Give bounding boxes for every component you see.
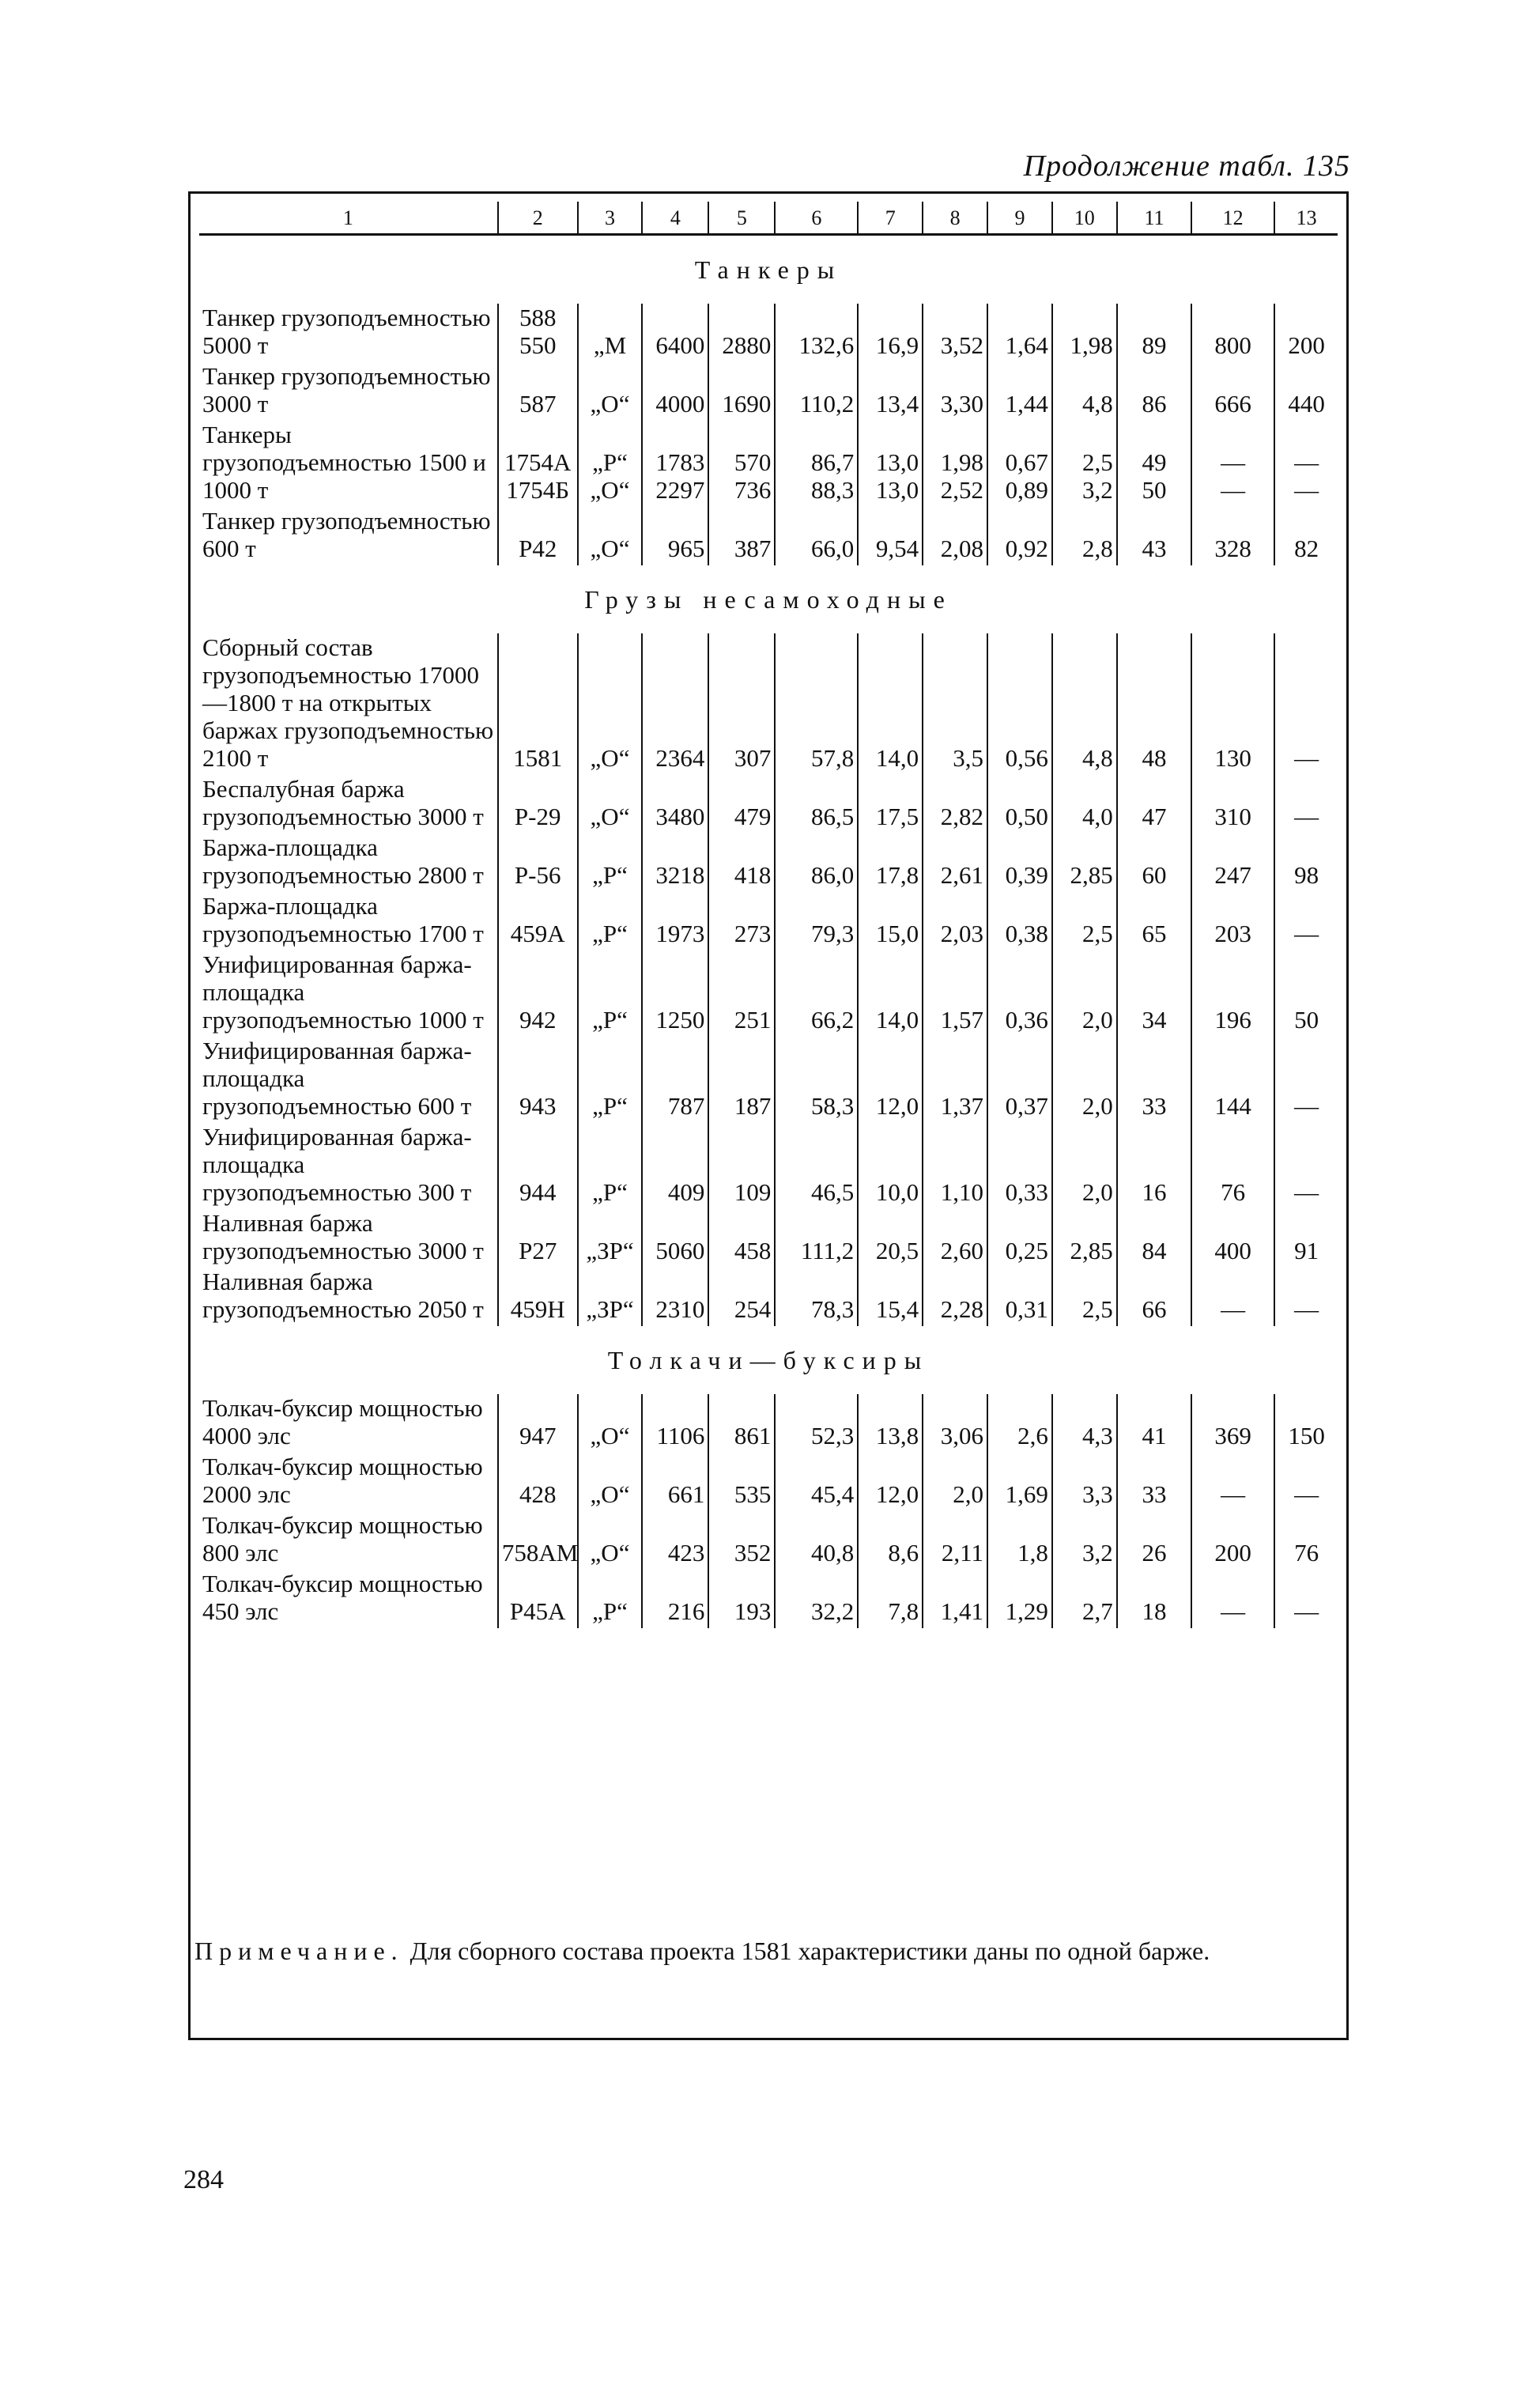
value-cell-col-11: 33 bbox=[1117, 1453, 1191, 1511]
value-cell-col-12: 310 bbox=[1191, 775, 1274, 833]
value-cell-col-6: 52,3 bbox=[775, 1394, 858, 1453]
value-cell-col-10: 4,8 bbox=[1052, 633, 1117, 775]
column-header-3: 3 bbox=[578, 202, 643, 235]
value-cell-col-5: 535 bbox=[708, 1453, 775, 1511]
value-cell-col-5: 251 bbox=[708, 951, 775, 1037]
value-cell-col-2: 588 550 bbox=[498, 304, 578, 362]
value-cell-col-8: 1,57 bbox=[923, 951, 987, 1037]
value-cell-col-8: 2,82 bbox=[923, 775, 987, 833]
table-body bbox=[199, 235, 1338, 1629]
column-header-12: 12 bbox=[1191, 202, 1274, 235]
value-cell-col-2: Р27 bbox=[498, 1209, 578, 1268]
value-cell-col-6: 86,5 bbox=[775, 775, 858, 833]
value-cell-col-13: 50 bbox=[1274, 951, 1338, 1037]
value-cell-col-3: „О“ bbox=[578, 1394, 643, 1453]
value-cell-col-9: 0,92 bbox=[987, 507, 1052, 565]
value-cell-col-11: 16 bbox=[1117, 1123, 1191, 1209]
value-cell-col-6: 86,7 88,3 bbox=[775, 421, 858, 507]
value-cell-col-10: 1,98 bbox=[1052, 304, 1117, 362]
value-cell-col-11: 43 bbox=[1117, 507, 1191, 565]
value-cell-col-6: 40,8 bbox=[775, 1511, 858, 1570]
section-title: Танкеры bbox=[694, 255, 843, 284]
value-cell-col-9: 1,8 bbox=[987, 1511, 1052, 1570]
value-cell-col-11: 34 bbox=[1117, 951, 1191, 1037]
value-cell-col-13: — bbox=[1274, 775, 1338, 833]
value-cell-col-2: 1754А 1754Б bbox=[498, 421, 578, 507]
value-cell-col-8: 1,98 2,52 bbox=[923, 421, 987, 507]
value-cell-col-4: 409 bbox=[642, 1123, 708, 1209]
value-cell-col-2: 459Н bbox=[498, 1268, 578, 1326]
value-cell-col-2: 428 bbox=[498, 1453, 578, 1511]
section-title: Грузы несамоходные bbox=[584, 584, 953, 614]
value-cell-col-7: 14,0 bbox=[858, 633, 923, 775]
value-cell-col-12: — bbox=[1191, 1268, 1274, 1326]
value-cell-col-7: 12,0 bbox=[858, 1037, 923, 1123]
value-cell-col-7: 13,4 bbox=[858, 362, 923, 421]
value-cell-col-11: 41 bbox=[1117, 1394, 1191, 1453]
vessel-name-cell: Танкер грузоподъемностью 3000 т bbox=[202, 362, 491, 418]
table-row bbox=[199, 421, 1338, 507]
value-cell-col-4: 965 bbox=[642, 507, 708, 565]
value-cell-col-8: 2,03 bbox=[923, 892, 987, 951]
value-cell-col-4: 423 bbox=[642, 1511, 708, 1570]
value-cell-col-6: 66,0 bbox=[775, 507, 858, 565]
value-cell-col-8: 2,28 bbox=[923, 1268, 987, 1326]
vessel-name-cell: Толкач-буксир мощностью 450 элс bbox=[202, 1570, 483, 1625]
value-cell-col-6: 78,3 bbox=[775, 1268, 858, 1326]
value-cell-col-7: 13,0 13,0 bbox=[858, 421, 923, 507]
value-cell-col-7: 14,0 bbox=[858, 951, 923, 1037]
page-number: 284 bbox=[183, 2165, 224, 2194]
value-cell-col-8: 1,37 bbox=[923, 1037, 987, 1123]
value-cell-col-6: 66,2 bbox=[775, 951, 858, 1037]
value-cell-col-8: 2,61 bbox=[923, 833, 987, 892]
section-heading-row bbox=[199, 1326, 1338, 1394]
value-cell-col-10: 2,5 3,2 bbox=[1052, 421, 1117, 507]
value-cell-col-6: 57,8 bbox=[775, 633, 858, 775]
table-row bbox=[199, 304, 1338, 362]
value-cell-col-6: 58,3 bbox=[775, 1037, 858, 1123]
value-cell-col-11: 66 bbox=[1117, 1268, 1191, 1326]
value-cell-col-3: „Р“ bbox=[578, 1570, 643, 1628]
value-cell-col-5: 861 bbox=[708, 1394, 775, 1453]
value-cell-col-13: — bbox=[1274, 1037, 1338, 1123]
value-cell-col-7: 12,0 bbox=[858, 1453, 923, 1511]
value-cell-col-12: — bbox=[1191, 1453, 1274, 1511]
value-cell-col-7: 15,0 bbox=[858, 892, 923, 951]
column-header-13: 13 bbox=[1274, 202, 1338, 235]
value-cell-col-9: 1,69 bbox=[987, 1453, 1052, 1511]
value-cell-col-6: 32,2 bbox=[775, 1570, 858, 1628]
column-number-row bbox=[199, 202, 1338, 235]
value-cell-col-9: 0,50 bbox=[987, 775, 1052, 833]
value-cell-col-2: 942 bbox=[498, 951, 578, 1037]
value-cell-col-12: 666 bbox=[1191, 362, 1274, 421]
table-row bbox=[199, 775, 1338, 833]
column-header-9: 9 bbox=[987, 202, 1052, 235]
value-cell-col-5: 418 bbox=[708, 833, 775, 892]
value-cell-col-5: 307 bbox=[708, 633, 775, 775]
value-cell-col-13: — bbox=[1274, 892, 1338, 951]
value-cell-col-2: 758АМ bbox=[498, 1511, 578, 1570]
column-header-10: 10 bbox=[1052, 202, 1117, 235]
value-cell-col-8: 3,30 bbox=[923, 362, 987, 421]
value-cell-col-9: 0,36 bbox=[987, 951, 1052, 1037]
value-cell-col-7: 20,5 bbox=[858, 1209, 923, 1268]
table-continuation-caption: Продолжение табл. 135 bbox=[1023, 149, 1350, 183]
vessel-name-cell: Унифицированная баржа-площадка грузоподъемностью 300 т bbox=[202, 1123, 472, 1206]
value-cell-col-4: 1783 2297 bbox=[642, 421, 708, 507]
value-cell-col-9: 1,64 bbox=[987, 304, 1052, 362]
value-cell-col-10: 3,2 bbox=[1052, 1511, 1117, 1570]
value-cell-col-5: 109 bbox=[708, 1123, 775, 1209]
value-cell-col-5: 187 bbox=[708, 1037, 775, 1123]
table-row bbox=[199, 507, 1338, 565]
table-row bbox=[199, 633, 1338, 775]
value-cell-col-5: 193 bbox=[708, 1570, 775, 1628]
column-header-6: 6 bbox=[775, 202, 858, 235]
value-cell-col-10: 4,0 bbox=[1052, 775, 1117, 833]
value-cell-col-4: 3218 bbox=[642, 833, 708, 892]
value-cell-col-11: 48 bbox=[1117, 633, 1191, 775]
column-header-7: 7 bbox=[858, 202, 923, 235]
value-cell-col-3: „ЗР“ bbox=[578, 1209, 643, 1268]
value-cell-col-9: 0,38 bbox=[987, 892, 1052, 951]
value-cell-col-9: 0,31 bbox=[987, 1268, 1052, 1326]
column-header-5: 5 bbox=[708, 202, 775, 235]
value-cell-col-10: 4,8 bbox=[1052, 362, 1117, 421]
table-row bbox=[199, 362, 1338, 421]
value-cell-col-13: — bbox=[1274, 1268, 1338, 1326]
value-cell-col-12: — — bbox=[1191, 421, 1274, 507]
value-cell-col-10: 2,0 bbox=[1052, 1037, 1117, 1123]
value-cell-col-3: „О“ bbox=[578, 507, 643, 565]
vessel-name-cell: Толкач-буксир мощностью 2000 элс bbox=[202, 1453, 483, 1508]
vessel-specs-table bbox=[199, 202, 1338, 1628]
value-cell-col-3: „Р“ „О“ bbox=[578, 421, 643, 507]
table-row bbox=[199, 1268, 1338, 1326]
value-cell-col-12: 800 bbox=[1191, 304, 1274, 362]
value-cell-col-4: 2310 bbox=[642, 1268, 708, 1326]
value-cell-col-3: „Р“ bbox=[578, 1123, 643, 1209]
value-cell-col-4: 2364 bbox=[642, 633, 708, 775]
column-header-11: 11 bbox=[1117, 202, 1191, 235]
value-cell-col-6: 110,2 bbox=[775, 362, 858, 421]
value-cell-col-8: 2,60 bbox=[923, 1209, 987, 1268]
value-cell-col-9: 1,29 bbox=[987, 1570, 1052, 1628]
value-cell-col-7: 8,6 bbox=[858, 1511, 923, 1570]
vessel-name-cell: Толкач-буксир мощностью 800 элс bbox=[202, 1511, 483, 1567]
value-cell-col-11: 86 bbox=[1117, 362, 1191, 421]
note-label: Примечание. bbox=[194, 1937, 404, 1965]
section-heading-row bbox=[199, 235, 1338, 304]
value-cell-col-13: — — bbox=[1274, 421, 1338, 507]
vessel-name-cell: Танкеры грузоподъемностью 1500 и 1000 т bbox=[202, 421, 486, 504]
value-cell-col-13: 82 bbox=[1274, 507, 1338, 565]
value-cell-col-12: 328 bbox=[1191, 507, 1274, 565]
value-cell-col-4: 1973 bbox=[642, 892, 708, 951]
value-cell-col-11: 18 bbox=[1117, 1570, 1191, 1628]
value-cell-col-8: 3,52 bbox=[923, 304, 987, 362]
value-cell-col-12: 144 bbox=[1191, 1037, 1274, 1123]
table-row bbox=[199, 1123, 1338, 1209]
value-cell-col-8: 2,0 bbox=[923, 1453, 987, 1511]
value-cell-col-2: 943 bbox=[498, 1037, 578, 1123]
value-cell-col-10: 2,5 bbox=[1052, 892, 1117, 951]
value-cell-col-3: „Р“ bbox=[578, 833, 643, 892]
value-cell-col-5: 570 736 bbox=[708, 421, 775, 507]
value-cell-col-10: 2,8 bbox=[1052, 507, 1117, 565]
value-cell-col-2: Р-56 bbox=[498, 833, 578, 892]
value-cell-col-6: 45,4 bbox=[775, 1453, 858, 1511]
value-cell-col-2: Р-29 bbox=[498, 775, 578, 833]
value-cell-col-13: 440 bbox=[1274, 362, 1338, 421]
vessel-name-cell: Танкер грузоподъемностью 600 т bbox=[202, 507, 491, 562]
value-cell-col-11: 47 bbox=[1117, 775, 1191, 833]
value-cell-col-10: 2,85 bbox=[1052, 833, 1117, 892]
vessel-name-cell: Баржа-площадка грузоподъемностью 1700 т bbox=[202, 892, 484, 947]
value-cell-col-5: 273 bbox=[708, 892, 775, 951]
table-note bbox=[194, 1936, 1342, 1966]
column-header-4: 4 bbox=[642, 202, 708, 235]
value-cell-col-2: 459А bbox=[498, 892, 578, 951]
value-cell-col-6: 111,2 bbox=[775, 1209, 858, 1268]
value-cell-col-7: 9,54 bbox=[858, 507, 923, 565]
table-row bbox=[199, 951, 1338, 1037]
value-cell-col-3: „ЗР“ bbox=[578, 1268, 643, 1326]
value-cell-col-10: 3,3 bbox=[1052, 1453, 1117, 1511]
value-cell-col-4: 3480 bbox=[642, 775, 708, 833]
value-cell-col-3: „О“ bbox=[578, 362, 643, 421]
value-cell-col-10: 2,85 bbox=[1052, 1209, 1117, 1268]
value-cell-col-6: 79,3 bbox=[775, 892, 858, 951]
vessel-name-cell: Наливная баржа грузоподъемностью 3000 т bbox=[202, 1209, 484, 1264]
value-cell-col-13: 91 bbox=[1274, 1209, 1338, 1268]
value-cell-col-13: — bbox=[1274, 1453, 1338, 1511]
value-cell-col-3: „О“ bbox=[578, 775, 643, 833]
value-cell-col-12: 200 bbox=[1191, 1511, 1274, 1570]
value-cell-col-11: 89 bbox=[1117, 304, 1191, 362]
vessel-name-cell: Унифицированная баржа-площадка грузоподъемностью 600 т bbox=[202, 1037, 472, 1120]
value-cell-col-10: 2,5 bbox=[1052, 1268, 1117, 1326]
value-cell-col-9: 0,37 bbox=[987, 1037, 1052, 1123]
vessel-name-cell: Сборный состав грузоподъемностью 17000—1800 т на открытых баржах грузоподъемностью 2100 т bbox=[202, 633, 494, 772]
table-row bbox=[199, 1037, 1338, 1123]
column-header-8: 8 bbox=[923, 202, 987, 235]
section-title: Толкачи—буксиры bbox=[607, 1345, 930, 1374]
value-cell-col-6: 132,6 bbox=[775, 304, 858, 362]
value-cell-col-6: 86,0 bbox=[775, 833, 858, 892]
value-cell-col-4: 4000 bbox=[642, 362, 708, 421]
value-cell-col-11: 33 bbox=[1117, 1037, 1191, 1123]
value-cell-col-10: 2,0 bbox=[1052, 1123, 1117, 1209]
value-cell-col-13: 98 bbox=[1274, 833, 1338, 892]
value-cell-col-13: — bbox=[1274, 1570, 1338, 1628]
vessel-name-cell: Танкер грузоподъемностью 5000 т bbox=[202, 304, 491, 359]
value-cell-col-8: 2,11 bbox=[923, 1511, 987, 1570]
value-cell-col-3: „М bbox=[578, 304, 643, 362]
value-cell-col-12: 203 bbox=[1191, 892, 1274, 951]
value-cell-col-4: 216 bbox=[642, 1570, 708, 1628]
value-cell-col-3: „Р“ bbox=[578, 892, 643, 951]
value-cell-col-2: 944 bbox=[498, 1123, 578, 1209]
value-cell-col-10: 4,3 bbox=[1052, 1394, 1117, 1453]
vessel-name-cell: Унифицированная баржа-площадка грузоподъемностью 1000 т bbox=[202, 951, 484, 1034]
value-cell-col-4: 1250 bbox=[642, 951, 708, 1037]
value-cell-col-8: 3,5 bbox=[923, 633, 987, 775]
column-header-2: 2 bbox=[498, 202, 578, 235]
value-cell-col-9: 0,25 bbox=[987, 1209, 1052, 1268]
vessel-name-cell: Баржа-площадка грузоподъемностью 2800 т bbox=[202, 833, 484, 889]
table-row bbox=[199, 1453, 1338, 1511]
value-cell-col-9: 0,56 bbox=[987, 633, 1052, 775]
table-row bbox=[199, 833, 1338, 892]
value-cell-col-9: 2,6 bbox=[987, 1394, 1052, 1453]
value-cell-col-3: „Р“ bbox=[578, 1037, 643, 1123]
value-cell-col-9: 0,39 bbox=[987, 833, 1052, 892]
value-cell-col-5: 458 bbox=[708, 1209, 775, 1268]
value-cell-col-12: 76 bbox=[1191, 1123, 1274, 1209]
value-cell-col-12: — bbox=[1191, 1570, 1274, 1628]
value-cell-col-7: 10,0 bbox=[858, 1123, 923, 1209]
value-cell-col-11: 60 bbox=[1117, 833, 1191, 892]
value-cell-col-13: — bbox=[1274, 1123, 1338, 1209]
column-header-1: 1 bbox=[199, 202, 498, 235]
table-row bbox=[199, 892, 1338, 951]
value-cell-col-5: 2880 bbox=[708, 304, 775, 362]
value-cell-col-2: Р42 bbox=[498, 507, 578, 565]
value-cell-col-4: 787 bbox=[642, 1037, 708, 1123]
value-cell-col-8: 3,06 bbox=[923, 1394, 987, 1453]
value-cell-col-7: 17,5 bbox=[858, 775, 923, 833]
value-cell-col-4: 661 bbox=[642, 1453, 708, 1511]
value-cell-col-3: „О“ bbox=[578, 633, 643, 775]
value-cell-col-2: Р45А bbox=[498, 1570, 578, 1628]
value-cell-col-5: 1690 bbox=[708, 362, 775, 421]
value-cell-col-8: 1,10 bbox=[923, 1123, 987, 1209]
value-cell-col-11: 49 50 bbox=[1117, 421, 1191, 507]
value-cell-col-4: 6400 bbox=[642, 304, 708, 362]
value-cell-col-4: 5060 bbox=[642, 1209, 708, 1268]
value-cell-col-8: 1,41 bbox=[923, 1570, 987, 1628]
value-cell-col-4: 1106 bbox=[642, 1394, 708, 1453]
value-cell-col-12: 400 bbox=[1191, 1209, 1274, 1268]
value-cell-col-5: 479 bbox=[708, 775, 775, 833]
value-cell-col-7: 7,8 bbox=[858, 1570, 923, 1628]
table-row bbox=[199, 1570, 1338, 1628]
value-cell-col-5: 387 bbox=[708, 507, 775, 565]
value-cell-col-9: 0,33 bbox=[987, 1123, 1052, 1209]
value-cell-col-10: 2,0 bbox=[1052, 951, 1117, 1037]
vessel-name-cell: Беспалубная баржа грузоподъемностью 3000 т bbox=[202, 775, 484, 830]
value-cell-col-9: 1,44 bbox=[987, 362, 1052, 421]
value-cell-col-9: 0,67 0,89 bbox=[987, 421, 1052, 507]
table-frame bbox=[188, 191, 1349, 2040]
value-cell-col-12: 247 bbox=[1191, 833, 1274, 892]
value-cell-col-13: 76 bbox=[1274, 1511, 1338, 1570]
value-cell-col-11: 65 bbox=[1117, 892, 1191, 951]
value-cell-col-13: 200 bbox=[1274, 304, 1338, 362]
value-cell-col-12: 130 bbox=[1191, 633, 1274, 775]
value-cell-col-12: 369 bbox=[1191, 1394, 1274, 1453]
value-cell-col-3: „О“ bbox=[578, 1511, 643, 1570]
vessel-name-cell: Наливная баржа грузоподъемностью 2050 т bbox=[202, 1268, 484, 1323]
value-cell-col-5: 254 bbox=[708, 1268, 775, 1326]
value-cell-col-8: 2,08 bbox=[923, 507, 987, 565]
value-cell-col-2: 947 bbox=[498, 1394, 578, 1453]
value-cell-col-11: 26 bbox=[1117, 1511, 1191, 1570]
vessel-name-cell: Толкач-буксир мощностью 4000 элс bbox=[202, 1394, 483, 1449]
value-cell-col-2: 587 bbox=[498, 362, 578, 421]
value-cell-col-7: 13,8 bbox=[858, 1394, 923, 1453]
table-row bbox=[199, 1209, 1338, 1268]
table-row bbox=[199, 1394, 1338, 1453]
value-cell-col-2: 1581 bbox=[498, 633, 578, 775]
value-cell-col-13: 150 bbox=[1274, 1394, 1338, 1453]
value-cell-col-3: „О“ bbox=[578, 1453, 643, 1511]
value-cell-col-7: 17,8 bbox=[858, 833, 923, 892]
section-heading-row bbox=[199, 565, 1338, 633]
value-cell-col-6: 46,5 bbox=[775, 1123, 858, 1209]
value-cell-col-7: 16,9 bbox=[858, 304, 923, 362]
value-cell-col-13: — bbox=[1274, 633, 1338, 775]
value-cell-col-5: 352 bbox=[708, 1511, 775, 1570]
table-row bbox=[199, 1511, 1338, 1570]
value-cell-col-3: „Р“ bbox=[578, 951, 643, 1037]
value-cell-col-11: 84 bbox=[1117, 1209, 1191, 1268]
value-cell-col-10: 2,7 bbox=[1052, 1570, 1117, 1628]
value-cell-col-7: 15,4 bbox=[858, 1268, 923, 1326]
value-cell-col-12: 196 bbox=[1191, 951, 1274, 1037]
note-text: Для сборного состава проекта 1581 характеристики даны по одной барже. bbox=[410, 1937, 1210, 1965]
